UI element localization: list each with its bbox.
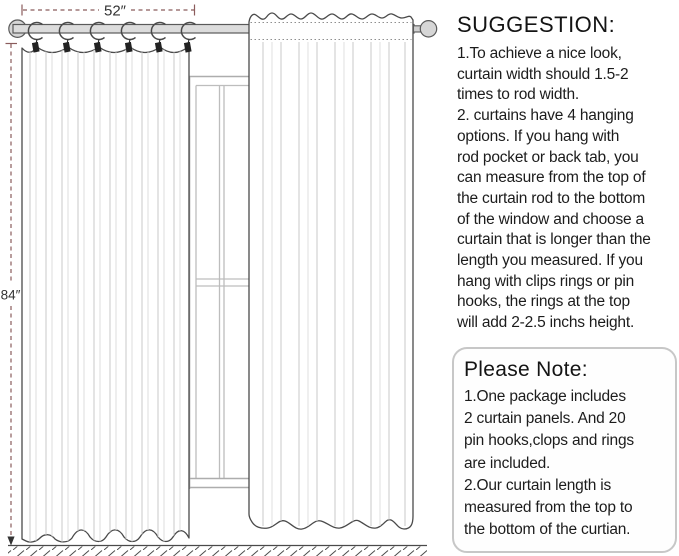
suggestion-line: can measure from the top of <box>457 169 646 187</box>
window-frame <box>190 76 257 489</box>
right-curtain-panel <box>249 13 413 529</box>
suggestion-line: times to rod width. <box>457 86 579 104</box>
suggestion-line: options. If you hang with <box>457 127 620 145</box>
note-title: Please Note: <box>464 358 588 381</box>
suggestion-line: hooks, the rings at the top <box>457 293 630 311</box>
suggestion-section <box>457 12 678 334</box>
clip-hook <box>95 40 102 53</box>
floor <box>8 546 427 556</box>
please-note-box <box>452 347 677 553</box>
suggestion-title: SUGGESTION: <box>457 12 616 37</box>
clip-hook <box>33 40 40 53</box>
note-line: are included. <box>464 454 551 472</box>
note-line: 2.Our curtain length is <box>464 476 612 494</box>
suggestion-line: the curtain rod to the bottom <box>457 189 646 207</box>
suggestion-line: curtain width should 1.5-2 <box>457 65 629 83</box>
curtain-length-label: 84″ <box>0 287 21 303</box>
note-line: 1.One package includes <box>464 388 626 405</box>
note-line: the bottom of the curtian. <box>464 521 631 539</box>
clip-hook <box>126 40 133 53</box>
suggestion-line: 1.To achieve a nice look, <box>457 45 622 62</box>
rod-finial-right <box>414 21 437 37</box>
clip-hook <box>156 40 163 53</box>
rod-width-label: 52″ <box>104 2 126 20</box>
note-line: measured from the top to <box>464 499 633 517</box>
suggestion-line: curtain that is longer than the <box>457 231 651 249</box>
note-line: pin hooks,clops and rings <box>464 432 634 450</box>
suggestion-line: rod pocket or back tab, you <box>457 148 639 166</box>
suggestion-line: will add 2-2.5 inchs height. <box>457 314 635 332</box>
suggestion-line: 2. curtains have 4 hanging <box>457 107 634 125</box>
suggestion-line: hang with clips rings or pin <box>457 272 635 290</box>
suggestion-line: length you measured. If you <box>457 252 643 270</box>
suggestion-line: of the window and choose a <box>457 210 644 228</box>
clip-hook <box>64 40 71 53</box>
clip-hook <box>185 40 192 53</box>
note-line: 2 curtain panels. And 20 <box>464 410 626 428</box>
clip-hooks <box>33 40 192 53</box>
